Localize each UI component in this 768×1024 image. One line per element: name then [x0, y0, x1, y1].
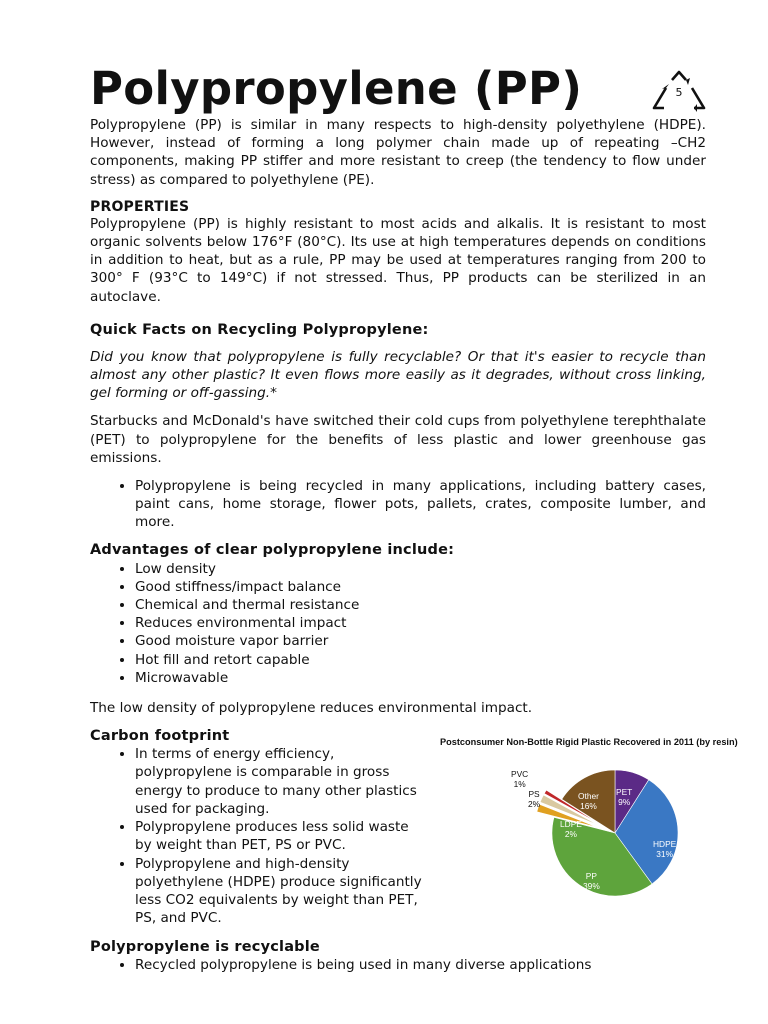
list-item: • Low density — [135, 560, 706, 578]
list-item: • Chemical and thermal resistance — [135, 596, 706, 614]
list-item: • In terms of energy efficiency, polypropylene is comparable in gross energy to produce to many other plastics used for packaging. — [135, 745, 425, 818]
carbon-list — [90, 745, 425, 927]
advantages-summary: The low density of polypropylene reduces environmental impact. — [90, 700, 533, 717]
slice-label-pvc: PVC 1% — [511, 769, 529, 789]
list-item: • Polypropylene produces less solid waste by weight than PET, PS or PVC. — [135, 818, 425, 854]
pie-svg — [440, 737, 760, 907]
quick-facts-paragraph: Starbucks and McDonald's have switched their cold cups from polyethylene terephthalate (PET) to polypropylene for the benefits of less plastic and lower greenhouse gas emissions. — [90, 413, 706, 466]
advantages-list — [90, 560, 706, 687]
advantages-heading: Advantages of clear polypropylene include: — [90, 541, 455, 558]
slice-label-pp: PP 39% — [583, 871, 600, 891]
carbon-heading: Carbon footprint — [90, 728, 230, 745]
pie-chart — [440, 737, 760, 907]
list-item: • Microwavable — [135, 669, 706, 687]
list-item: • Good moisture vapor barrier — [135, 632, 706, 650]
slice-label-other: Other 16% — [578, 791, 599, 811]
recyclable-list — [90, 956, 706, 974]
quick-facts-italic: Did you know that polypropylene is fully recyclable? Or that it's easier to recycle than almost any other plastic? It even flows more easily as it degrades, without cross linking, gel forming or off-gassing.* — [90, 348, 706, 402]
quick-facts-heading: Quick Facts on Recycling Polypropylene: — [90, 321, 429, 338]
list-item: • Good stiffness/impact balance — [135, 578, 706, 596]
properties-heading: PROPERTIES — [90, 198, 190, 215]
list-item: • Polypropylene and high-density polyethylene (HDPE) produce significantly less CO2 equivalents by weight than PET, PS, and PVC. — [135, 855, 425, 928]
slice-label-ldpe: LDPE 2% — [560, 819, 582, 839]
properties-paragraph: Polypropylene (PP) is highly resistant to most acids and alkalis. It is resistant to most organic solvents below 176°F (80°C). Its use at high temperatures depends on conditions in addition to heat, but as a rule, PP may be used at temperatures ranging from 200 to 300° F (93°C to 149°C) if not stressed. Thus, PP products can be sterilized in an autoclave. — [90, 215, 706, 305]
page-title: Polypropylene (PP) — [90, 62, 583, 115]
recycle-number: 5 — [675, 86, 683, 99]
chart-title: Postconsumer Non-Bottle Rigid Plastic Recovered in 2011 (by resin) — [440, 737, 738, 747]
slice-label-ps: PS 2% — [528, 789, 541, 809]
list-item: • Hot fill and retort capable — [135, 651, 706, 669]
slice-label-pet: PET 9% — [616, 787, 633, 807]
list-item: • Recycled polypropylene is being used in many diverse applications — [135, 956, 706, 974]
list-item: • Polypropylene is being recycled in many applications, including battery cases, paint cans, home storage, flower pots, pallets, crates, composite lumber, and more. — [135, 477, 706, 532]
slice-label-hdpe: HDPE 31% — [653, 839, 677, 859]
recyclable-heading: Polypropylene is recyclable — [90, 939, 320, 956]
intro-paragraph: Polypropylene (PP) is similar in many respects to high-density polyethylene (HDPE). However, instead of forming a long polymer chain made up of repeating –CH2 components, making PP stiffer and more resistant to creep (the tendency to flow under stress) as compared to polyethylene (PE). — [90, 117, 706, 188]
list-item: • Reduces environmental impact — [135, 614, 706, 632]
quick-facts-list — [90, 477, 706, 532]
